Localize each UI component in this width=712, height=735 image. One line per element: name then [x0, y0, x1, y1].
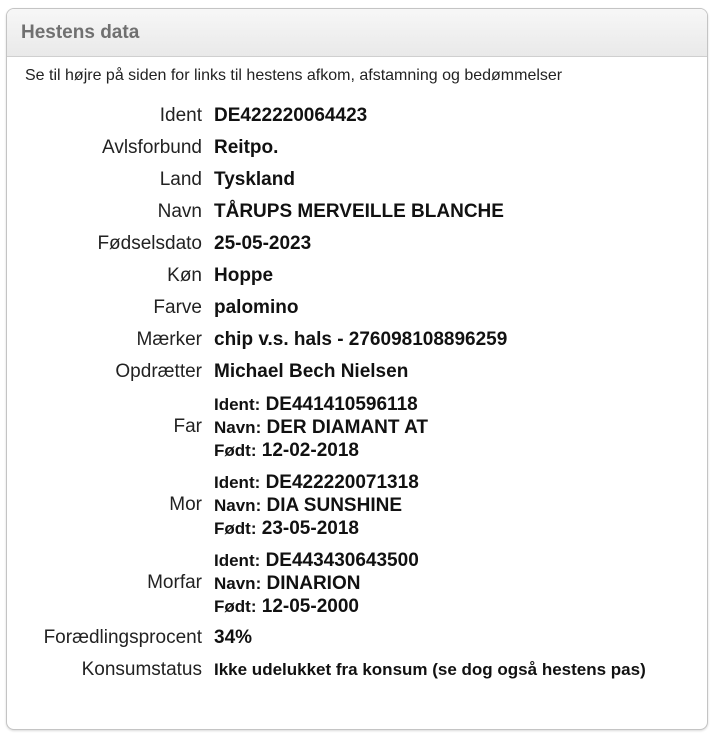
ident-key: Ident:: [214, 550, 261, 570]
horse-data-panel: [6, 8, 708, 730]
parent-ident: DE441410596118: [265, 393, 418, 415]
row-value: Hoppe: [214, 265, 274, 286]
row-avlsforbund: [7, 132, 707, 164]
row-label: Mor: [169, 494, 202, 515]
row-value: DE422220064423: [214, 105, 368, 126]
parent-navn-line: [214, 494, 419, 517]
parent-foedt: 23-05-2018: [261, 517, 359, 539]
foedt-key: Født:: [214, 440, 257, 460]
parent-navn-line: [214, 572, 419, 595]
row-label: Ident: [159, 105, 202, 126]
parent-navn: DIA SUNSHINE: [266, 494, 402, 516]
foedt-key: Født:: [214, 518, 257, 538]
row-label: Far: [173, 416, 202, 437]
row-value: 34%: [214, 627, 253, 648]
row-label: Farve: [153, 297, 202, 318]
row-label: Fødselsdato: [97, 233, 202, 254]
row-label: Opdrætter: [115, 361, 202, 382]
row-morfar: [7, 544, 707, 622]
row-value: Tyskland: [214, 169, 295, 190]
parent-ident-line: [214, 549, 419, 572]
row-label: Land: [159, 169, 202, 190]
ident-key: Ident:: [214, 472, 261, 492]
data-table: [7, 100, 707, 686]
parent-foedt-line: [214, 595, 419, 618]
parent-foedt: 12-02-2018: [261, 439, 359, 461]
parent-ident: DE422220071318: [265, 471, 419, 493]
row-value: TÅRUPS MERVEILLE BLANCHE: [214, 201, 504, 222]
row-value: Ikke udelukket fra konsum (se dog også hestens pas): [214, 660, 646, 679]
row-value: 25-05-2023: [214, 233, 312, 254]
parent-info: [202, 393, 428, 462]
parent-navn: DER DIAMANT AT: [266, 416, 428, 438]
row-foraedlingsprocent: [7, 622, 707, 654]
row-navn: [7, 196, 707, 228]
ident-key: Ident:: [214, 394, 261, 414]
row-konsumstatus: [7, 654, 707, 686]
row-label: Avlsforbund: [102, 137, 202, 158]
row-koen: [7, 260, 707, 292]
parent-foedt-line: [214, 517, 419, 540]
parent-ident-line: [214, 393, 428, 416]
row-label: Mærker: [136, 329, 202, 350]
row-maerker: [7, 324, 707, 356]
parent-foedt-line: [214, 439, 428, 462]
parent-info: [202, 471, 419, 540]
intro-text: Se til højre på siden for links til hestens afkom, afstamning og bedømmelser: [25, 67, 563, 84]
row-value: Michael Bech Nielsen: [214, 361, 409, 382]
row-opdraetter: [7, 356, 707, 388]
row-label: Forædlingsprocent: [43, 627, 202, 648]
row-value: palomino: [214, 297, 299, 318]
row-mor: [7, 466, 707, 544]
row-label: Konsumstatus: [81, 659, 202, 680]
navn-key: Navn:: [214, 417, 262, 437]
row-label: Morfar: [147, 572, 202, 593]
row-value: chip v.s. hals - 276098108896259: [214, 329, 508, 350]
panel-title: Hestens data: [21, 22, 140, 43]
row-label: Navn: [157, 201, 202, 222]
row-value: Reitpo.: [214, 137, 279, 158]
row-ident: [7, 100, 707, 132]
parent-navn-line: [214, 416, 428, 439]
navn-key: Navn:: [214, 495, 262, 515]
parent-foedt: 12-05-2000: [261, 595, 359, 617]
navn-key: Navn:: [214, 573, 262, 593]
row-farve: [7, 292, 707, 324]
row-label: Køn: [167, 265, 202, 286]
foedt-key: Født:: [214, 596, 257, 616]
parent-navn: DINARION: [266, 572, 361, 594]
row-foedselsdato: [7, 228, 707, 260]
parent-ident: DE443430643500: [265, 549, 419, 571]
row-land: [7, 164, 707, 196]
parent-ident-line: [214, 471, 419, 494]
panel-header: [7, 9, 707, 57]
parent-info: [202, 549, 419, 618]
row-far: [7, 388, 707, 466]
